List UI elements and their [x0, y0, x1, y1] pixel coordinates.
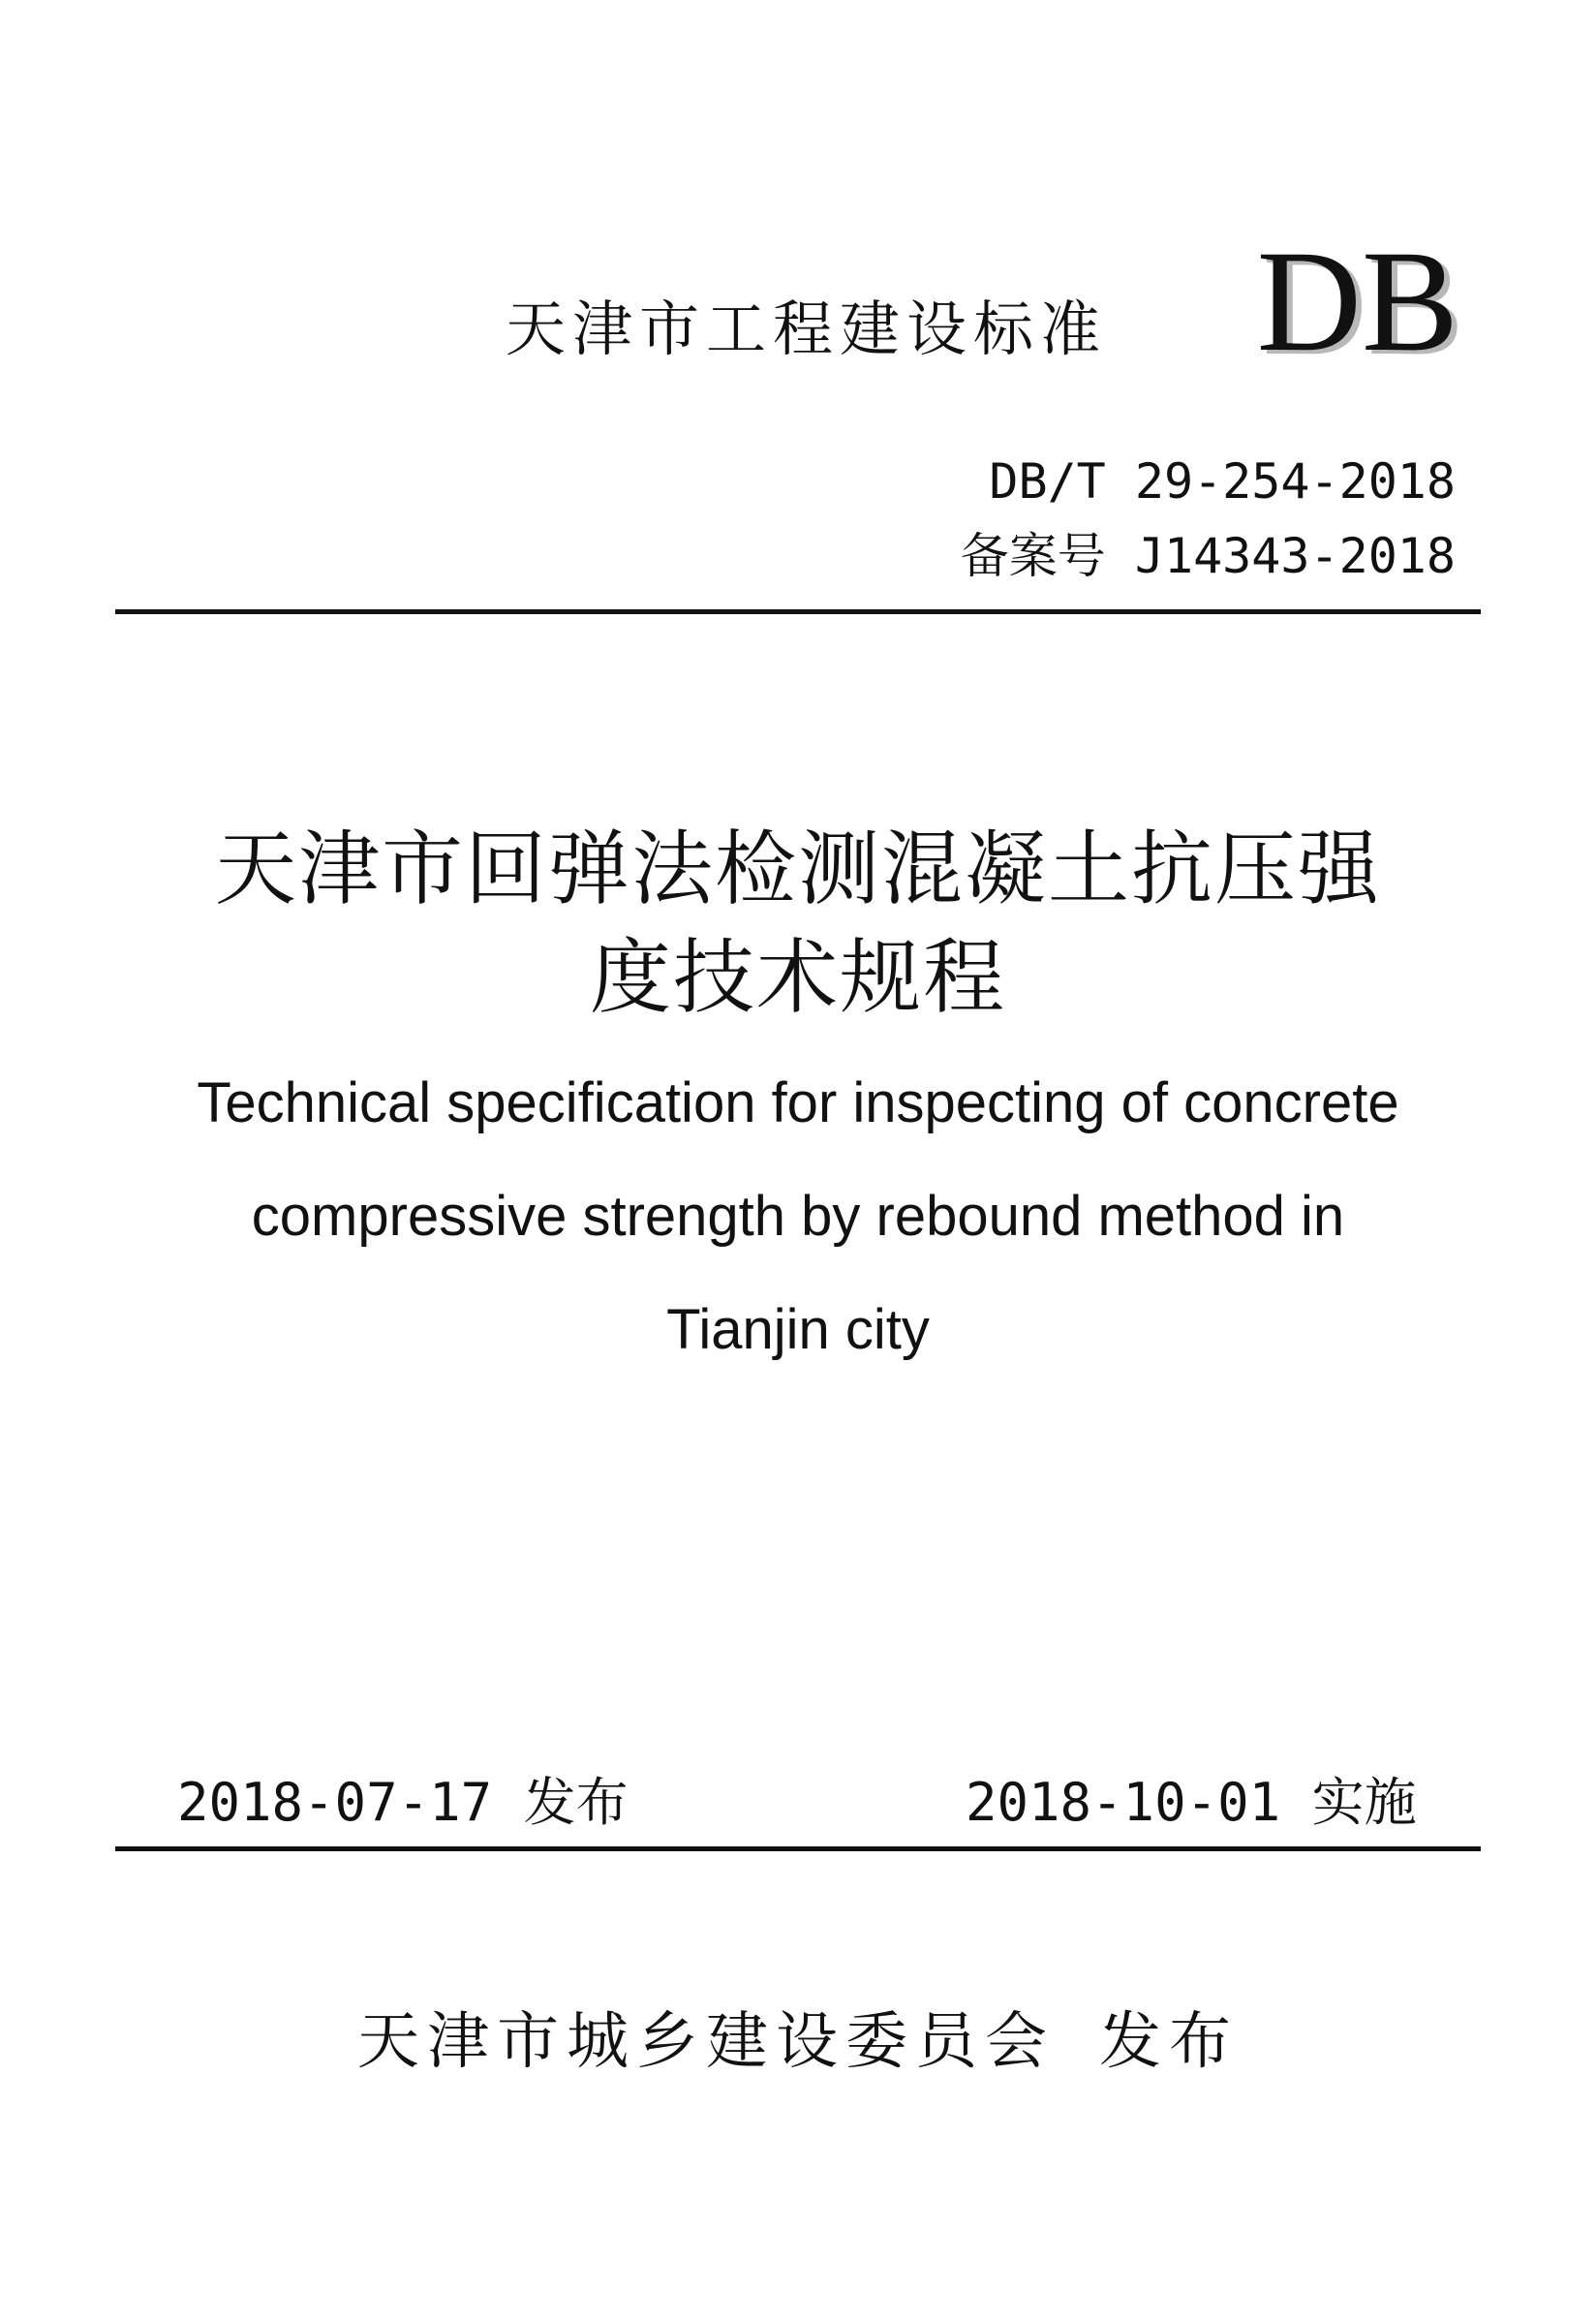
issue-date: 2018-07-17 发布 [177, 1772, 629, 1833]
standard-series-label: 天津市工程建设标准 [506, 294, 1108, 364]
standard-number: DB/T 29-254-2018 [989, 453, 1456, 510]
english-title-line-2: compressive strength by rebound method in [251, 1185, 1345, 1248]
bottom-divider [115, 1846, 1481, 1851]
top-divider [115, 609, 1481, 614]
english-title-line-1: Technical specification for inspecting of concrete [197, 1071, 1399, 1134]
db-logo: DB [1256, 221, 1458, 382]
filing-number: 备案号 J14343-2018 [960, 528, 1456, 584]
chinese-title-line-1: 天津市回弹法检测混凝土抗压强 [214, 821, 1381, 916]
effective-date: 2018-10-01 实施 [966, 1772, 1417, 1833]
publisher-name: 天津市城乡建设委员会 [357, 2006, 1055, 2078]
publisher-action: 发布 [1099, 2006, 1239, 2078]
chinese-title-line-2: 度技术规程 [589, 930, 1006, 1025]
english-title-line-3: Tianjin city [666, 1298, 930, 1361]
publisher-line [0, 1992, 1596, 2081]
